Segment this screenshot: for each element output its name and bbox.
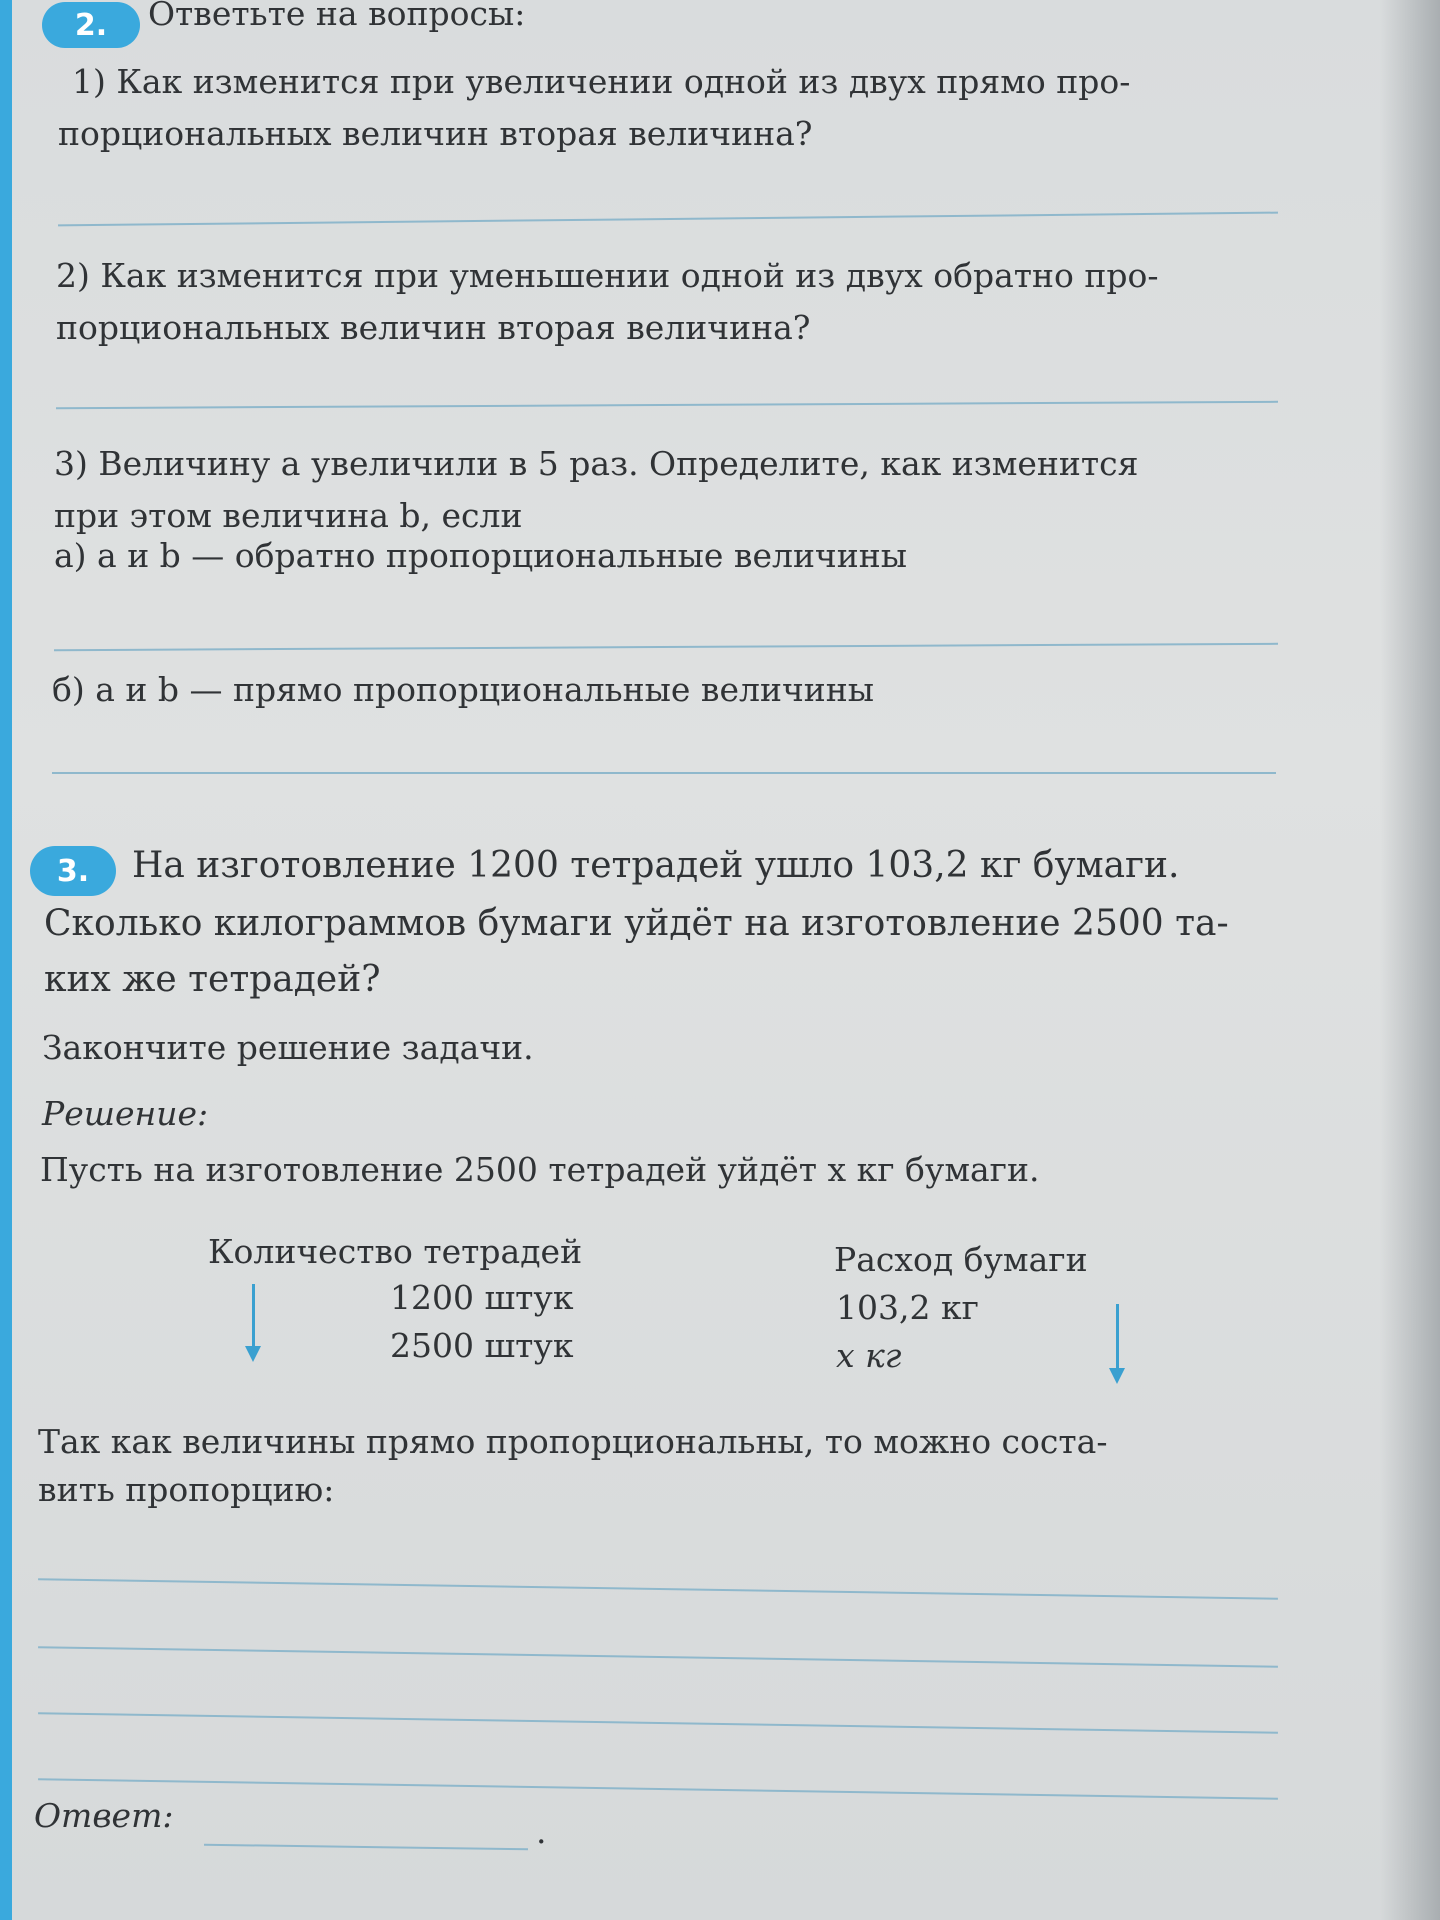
solution-line-4[interactable] [38,1778,1278,1799]
solution-line-3[interactable] [38,1712,1278,1733]
col1-row2: 2500 штук [390,1326,574,1365]
q3b-answer-line[interactable] [52,772,1276,774]
task-2-badge: 2. [42,2,140,48]
page-edge-shadow [1380,0,1440,1920]
solution-line-2[interactable] [38,1646,1278,1667]
q1-answer-line[interactable] [58,212,1278,227]
col2-header: Расход бумаги [834,1240,1088,1279]
task-2-title: Ответьте на вопросы: [148,0,526,33]
task-3-badge: 3. [30,846,116,896]
q3a-answer-line[interactable] [54,643,1278,651]
col1-row1: 1200 штук [390,1278,574,1317]
col2-down-arrow [1116,1304,1119,1370]
q3-option-a: а) a и b — обратно пропорциональные величины [54,536,908,575]
q2-answer-line[interactable] [56,401,1278,409]
q2-line2: порциональных величин вторая величина? [56,308,811,347]
blue-margin-strip [0,0,12,1920]
answer-label: Ответ: [34,1796,174,1835]
conclusion-line2: вить пропорцию: [38,1470,335,1509]
solution-let: Пусть на изготовление 2500 тетрадей уйдёт x кг бумаги. [40,1150,1040,1189]
solution-line-1[interactable] [38,1578,1278,1599]
answer-input-line[interactable] [204,1844,528,1851]
instruction: Закончите решение задачи. [42,1028,534,1067]
col2-row2: x кг [836,1336,902,1375]
q2-line1: 2) Как изменится при уменьшении одной из двух обратно про- [56,256,1159,295]
col2-row1: 103,2 кг [836,1288,979,1327]
q3-line1: 3) Величину a увеличили в 5 раз. Определите, как изменится [54,444,1139,483]
conclusion-line1: Так как величины прямо пропорциональны, то можно соста- [38,1422,1108,1461]
task-3-line1: На изготовление 1200 тетрадей ушло 103,2 кг бумаги. [132,845,1180,886]
col1-down-arrow [252,1284,255,1348]
q1-line1: 1) Как изменится при увеличении одной из двух прямо про- [72,62,1131,101]
col1-header: Количество тетрадей [208,1232,583,1271]
q3-line2: при этом величина b, если [54,496,523,535]
q1-line2: порциональных величин вторая величина? [58,114,813,153]
solution-label: Решение: [42,1094,209,1133]
task-3-line2: Сколько килограммов бумаги уйдёт на изготовление 2500 та- [44,903,1229,944]
q3-option-b: б) a и b — прямо пропорциональные величины [52,670,875,709]
answer-period: . [536,1812,547,1851]
task-3-line3: ких же тетрадей? [44,959,381,1000]
